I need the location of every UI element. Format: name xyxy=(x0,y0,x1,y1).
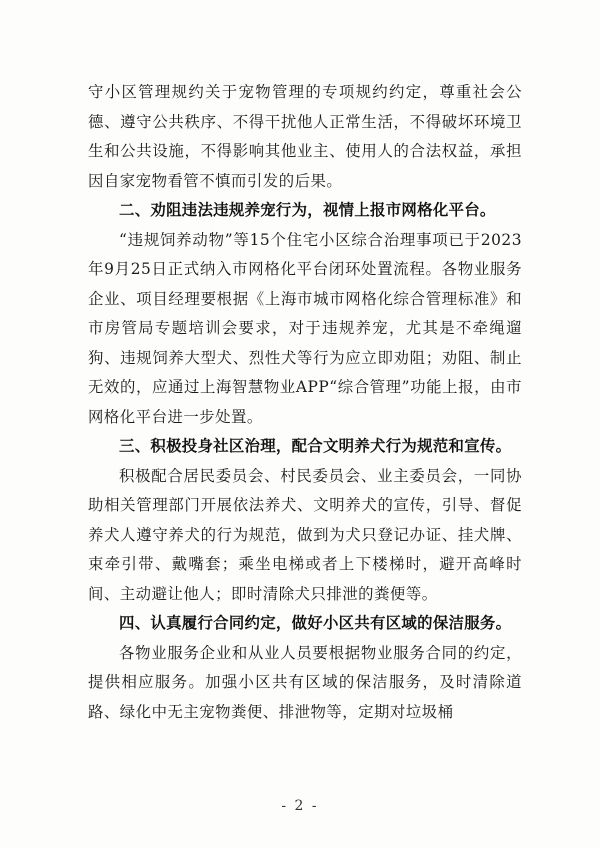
paragraph-grid-platform: “违规饲养动物”等15个住宅小区综合治理事项已于2023年9月25日正式纳入市网格化平台闭环处置流程。各物业服务企业、项目经理要根据《上海市城市网格化综合管理标准》和市房管局专题培训会要求，对于违规养宠，尤其是不牵绳遛狗、违规饲养大型犬、烈性犬等行为应立即劝阻；劝阻、制止无效的，应通过上海智慧物业APP“综合管理”功能上报，由市网格化平台进一步处置。 xyxy=(88,230,522,426)
section-heading-4: 四、认真履行合同约定，做好小区共有区域的保洁服务。 xyxy=(119,614,512,632)
section-heading-3: 三、积极投身社区治理，配合文明养犬行为规范和宣传。 xyxy=(119,437,512,455)
paragraph-civilized-dog-keeping: 积极配合居民委员会、村民委员会、业主委员会，一同协助相关管理部门开展依法养犬、文明养犬的宣传，引导、督促养犬人遵守养犬的行为规范，做到为犬只登记办证、挂犬牌、束牵引带、戴嘴套；乘坐电梯或者上下楼梯时，避开高峰时间、主动避让他人；即时清除犬只排泄的粪便等。 xyxy=(88,466,522,603)
section-heading-2: 二、劝阻违法违规养宠行为，视情上报市网格化平台。 xyxy=(119,201,496,219)
page-number: - 2 - xyxy=(281,798,319,814)
paragraph-pet-management-rules: 守小区管理规约关于宠物管理的专项规约约定，尊重社会公德、遵守公共秩序、不得干扰他人正常生活，不得破坏环境卫生和公共设施，不得影响其他业主、使用人的合法权益，承担因自家宠物看管不慎而引发的后果。 xyxy=(88,83,522,190)
document-body xyxy=(88,78,522,727)
paragraph-cleaning-service: 各物业服务企业和从业人员要根据物业服务合同的约定，提供相应服务。加强小区共有区域的保洁服务，及时清除道路、绿化中无主宠物粪便、排泄物等，定期对垃圾桶 xyxy=(88,643,522,721)
